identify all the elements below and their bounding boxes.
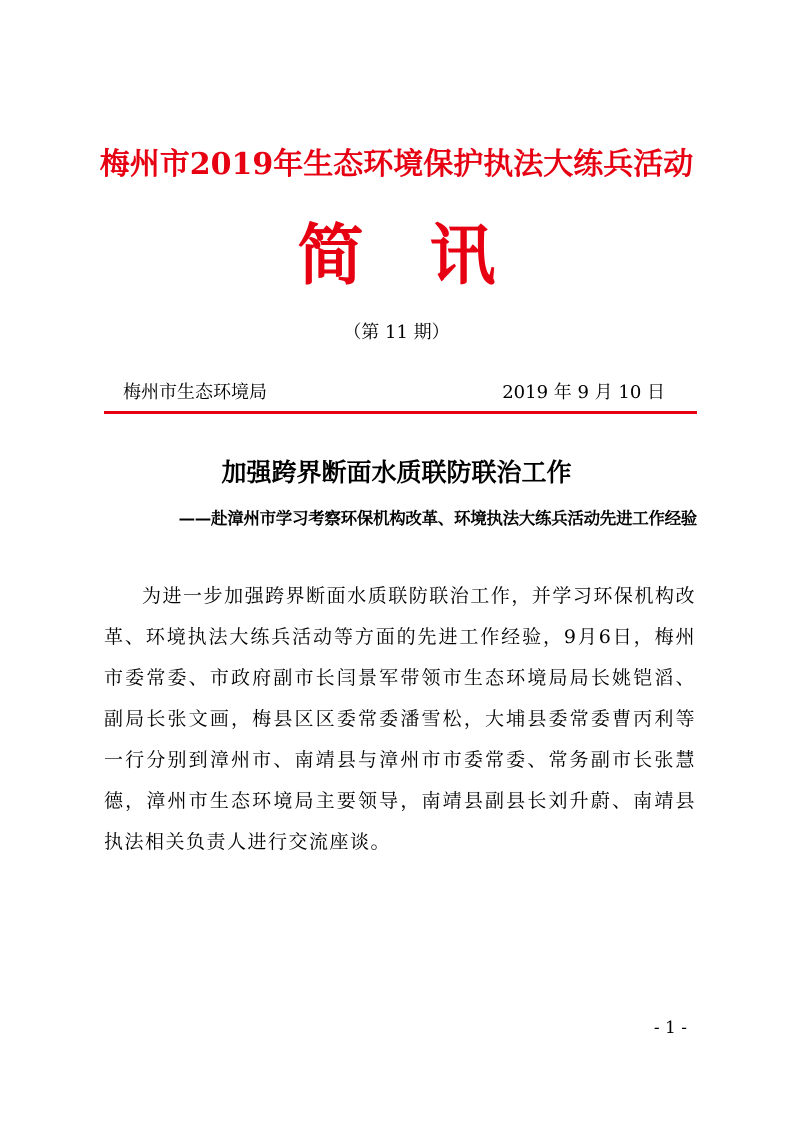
- issue-number: （第 11 期）: [343, 322, 450, 343]
- bulletin-title: 简讯: [297, 216, 562, 294]
- article-paragraph: 为进一步加强跨界断面水质联防联治工作，并学习环保机构改革、环境执法大练兵活动等方面的先进工作经验，9月6日，梅州市委常委、市政府副市长闫景军带领市生态环境局局长姚铠滔、副局长张文画，梅县区区委常委潘雪松，大埔县委常委曹丙利等一行分别到漳州市、南靖县与漳州市市委常委、常务副市长张慧德，漳州市生态环境局主要领导，南靖县副县长刘升蔚、南靖县执法相关负责人进行交流座谈。: [104, 585, 696, 853]
- header-divider: [104, 411, 697, 414]
- article-subtitle: ——赴漳州市学习考察环保机构改革、环境执法大练兵活动先进工作经验: [178, 509, 697, 528]
- publisher: 梅州市生态环境局: [123, 382, 267, 403]
- page-number: - 1 -: [653, 1018, 687, 1038]
- publish-date: 2019 年 9 月 10 日: [502, 382, 665, 403]
- campaign-title: 梅州市2019年生态环境保护执法大练兵活动: [99, 147, 694, 182]
- article-title: 加强跨界断面水质联防联治工作: [221, 458, 572, 487]
